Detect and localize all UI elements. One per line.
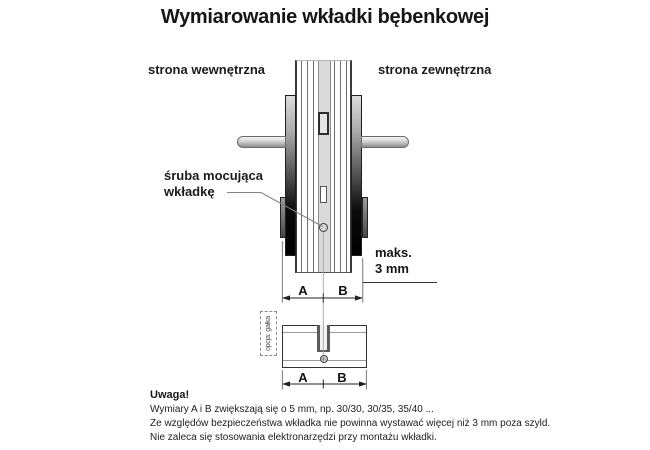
door-layer-line [313,61,314,272]
cylinder-screw-hole [320,355,328,363]
door-layer-line [346,61,347,272]
keyway-slot [320,186,327,203]
door-layer-line [307,61,308,272]
dim-b-lower: B [337,370,347,385]
page-title: Wymiarowanie wkładki bębenkowej [160,6,490,28]
knob-option-box [260,311,277,356]
cylinder-end-right [362,197,368,238]
cylinder-strip [318,61,331,272]
label-inner-side: strona wewnętrzna [148,62,266,77]
screw-label-line1: śruba mocująca [164,168,263,183]
escutcheon-plate-right [351,95,362,256]
handle-bar-right [361,136,409,148]
max-protrusion-label: maks. 3 mm [375,245,412,276]
dim-b-upper: B [338,283,348,298]
handle-bar-left [237,136,286,148]
notes-block [150,389,620,445]
note-line: Nie zaleca się stosowania elektronarzędzi przy montażu wkładki. [150,432,437,443]
screw-label [164,168,263,200]
screw-label-line2: wkładkę [164,184,215,199]
dim-a-lower: A [298,370,308,385]
cam-slot [318,112,329,135]
door-layer-line [340,61,341,272]
fixing-screw [319,223,328,232]
cylinder-cam-opening [317,325,330,352]
notes-heading: Uwaga! [150,389,190,401]
escutcheon-plate-left [285,95,296,256]
knob-option-label: opcja: gałka [265,316,272,351]
note-line: Ze względów bezpieczeństwa wkładka nie powinna wystawać więcej niż 3 mm poza szyld. [150,418,551,429]
note-line: Wymiary A i B zwiększają się o 5 mm, np. 30/30, 30/35, 35/40 ... [150,404,434,415]
cylinder-end-left [280,197,286,238]
door-layer-line [301,61,302,272]
label-outer-side: strona zewnętrzna [378,62,492,77]
door-cross-section [295,60,352,273]
door-layer-line [334,61,335,272]
dim-a-upper: A [298,283,308,298]
